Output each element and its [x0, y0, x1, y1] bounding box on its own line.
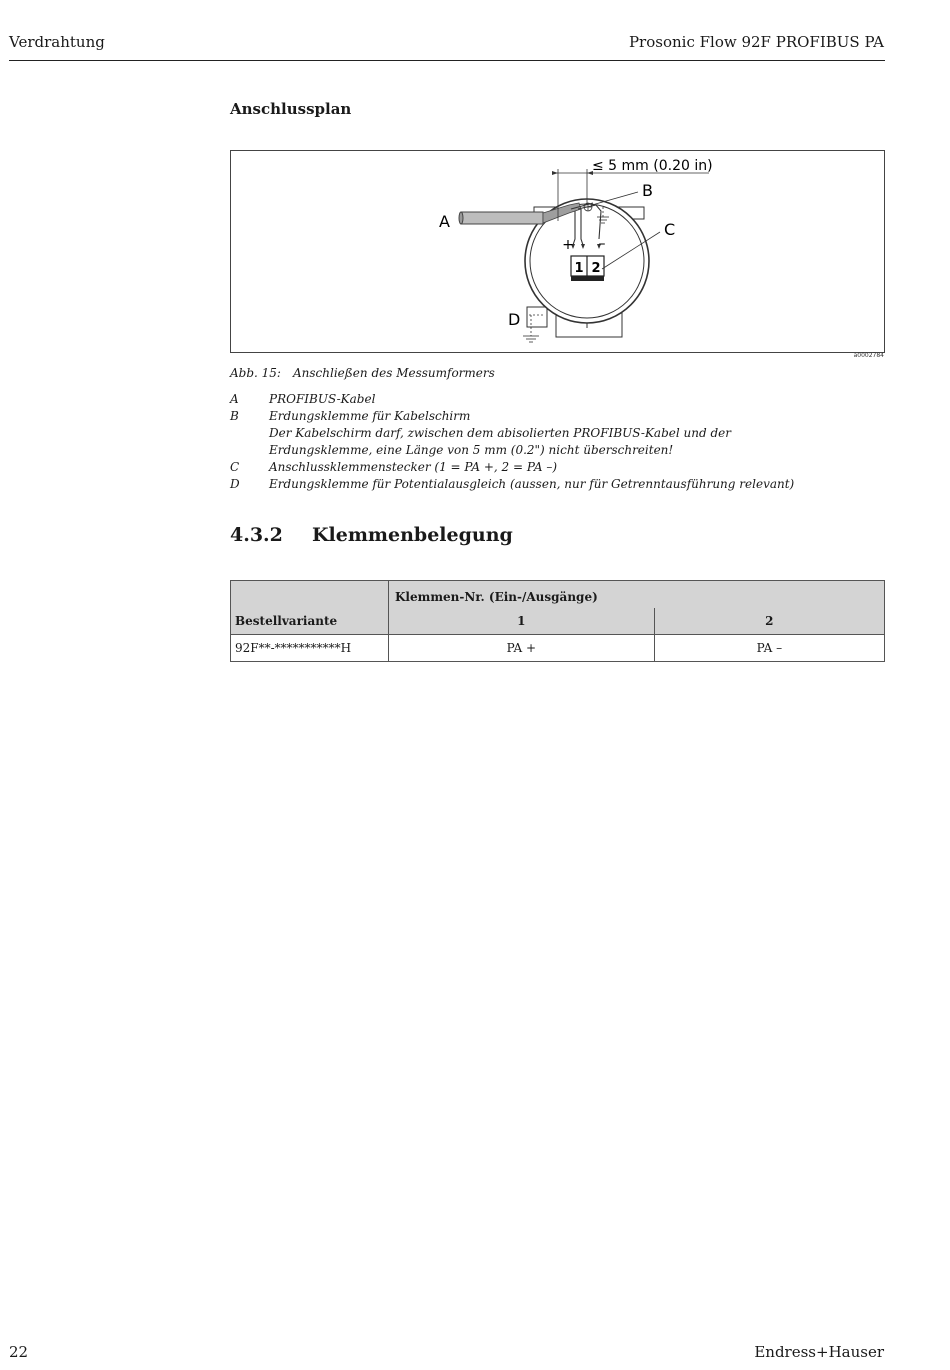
caption-number: Abb. 15: — [230, 366, 281, 380]
label-b: B — [642, 181, 653, 200]
running-header-section: Verdrahtung — [9, 33, 105, 51]
legend-key: D — [230, 477, 240, 491]
terminal-1-label: 1 — [574, 261, 584, 276]
table-row — [231, 635, 885, 662]
section-title: Anschlussplan — [230, 100, 352, 118]
subsection-number: 4.3.2 — [230, 524, 283, 546]
col-header-terminal-2: 2 — [654, 608, 884, 635]
col-header-terminal-group: Klemmen-Nr. (Ein-/Ausgänge) — [389, 581, 885, 609]
caption-text: Anschließen des Messumformers — [293, 366, 495, 380]
label-a: A — [439, 212, 450, 231]
legend-item — [230, 476, 809, 493]
legend-key — [230, 425, 269, 459]
figure-caption — [230, 366, 495, 380]
legend-text: Anschlussklemmenstecker (1 = PA +, 2 = PA –) — [269, 460, 557, 474]
page-number: 22 — [9, 1343, 29, 1361]
figure-id: a0002784 — [853, 352, 884, 359]
legend-item — [230, 391, 809, 408]
legend-key: B — [230, 409, 239, 423]
terminal-2-label: 2 — [591, 261, 601, 276]
legend-text: Erdungsklemme für Potentialausgleich (aussen, nur für Getrenntausführung relevant) — [269, 477, 795, 491]
legend-text: Der Kabelschirm darf, zwischen dem abisolierten PROFIBUS-Kabel und der Erdungsklemme, eine Länge von 5 mm (0.2") nicht überschreiten! — [269, 426, 731, 457]
subsection-title: Klemmenbelegung — [312, 524, 513, 546]
legend-text: PROFIBUS-Kabel — [269, 392, 376, 406]
brand-name: Endress+Hauser — [754, 1343, 884, 1361]
cell-terminal-1: PA + — [389, 635, 655, 662]
subsection-heading — [230, 524, 513, 546]
shield-length-dimension: ≤ 5 mm (0.20 in) — [592, 158, 713, 174]
minus-symbol: – — [598, 236, 606, 252]
figure-legend — [230, 391, 809, 493]
wiring-diagram — [230, 150, 885, 353]
legend-item — [230, 459, 809, 476]
running-header-product: Prosonic Flow 92F PROFIBUS PA — [628, 33, 884, 51]
legend-text: Erdungsklemme für Kabelschirm — [269, 409, 471, 423]
plus-symbol: + — [562, 237, 574, 253]
legend-item — [230, 408, 809, 425]
terminal-connector — [571, 256, 604, 281]
legend-key: C — [230, 460, 240, 474]
terminal-assignment-table — [230, 580, 885, 662]
header-rule — [9, 60, 885, 61]
cell-variant: 92F**-***********H — [231, 635, 389, 662]
col-header-terminal-1: 1 — [389, 608, 655, 635]
legend-key: A — [230, 392, 239, 406]
col-header-variant: Bestellvariante — [231, 581, 389, 635]
label-c: C — [664, 220, 676, 239]
label-d: D — [508, 310, 521, 329]
wiring-diagram-svg — [231, 151, 884, 352]
cell-terminal-2: PA – — [654, 635, 884, 662]
legend-item — [230, 425, 809, 459]
